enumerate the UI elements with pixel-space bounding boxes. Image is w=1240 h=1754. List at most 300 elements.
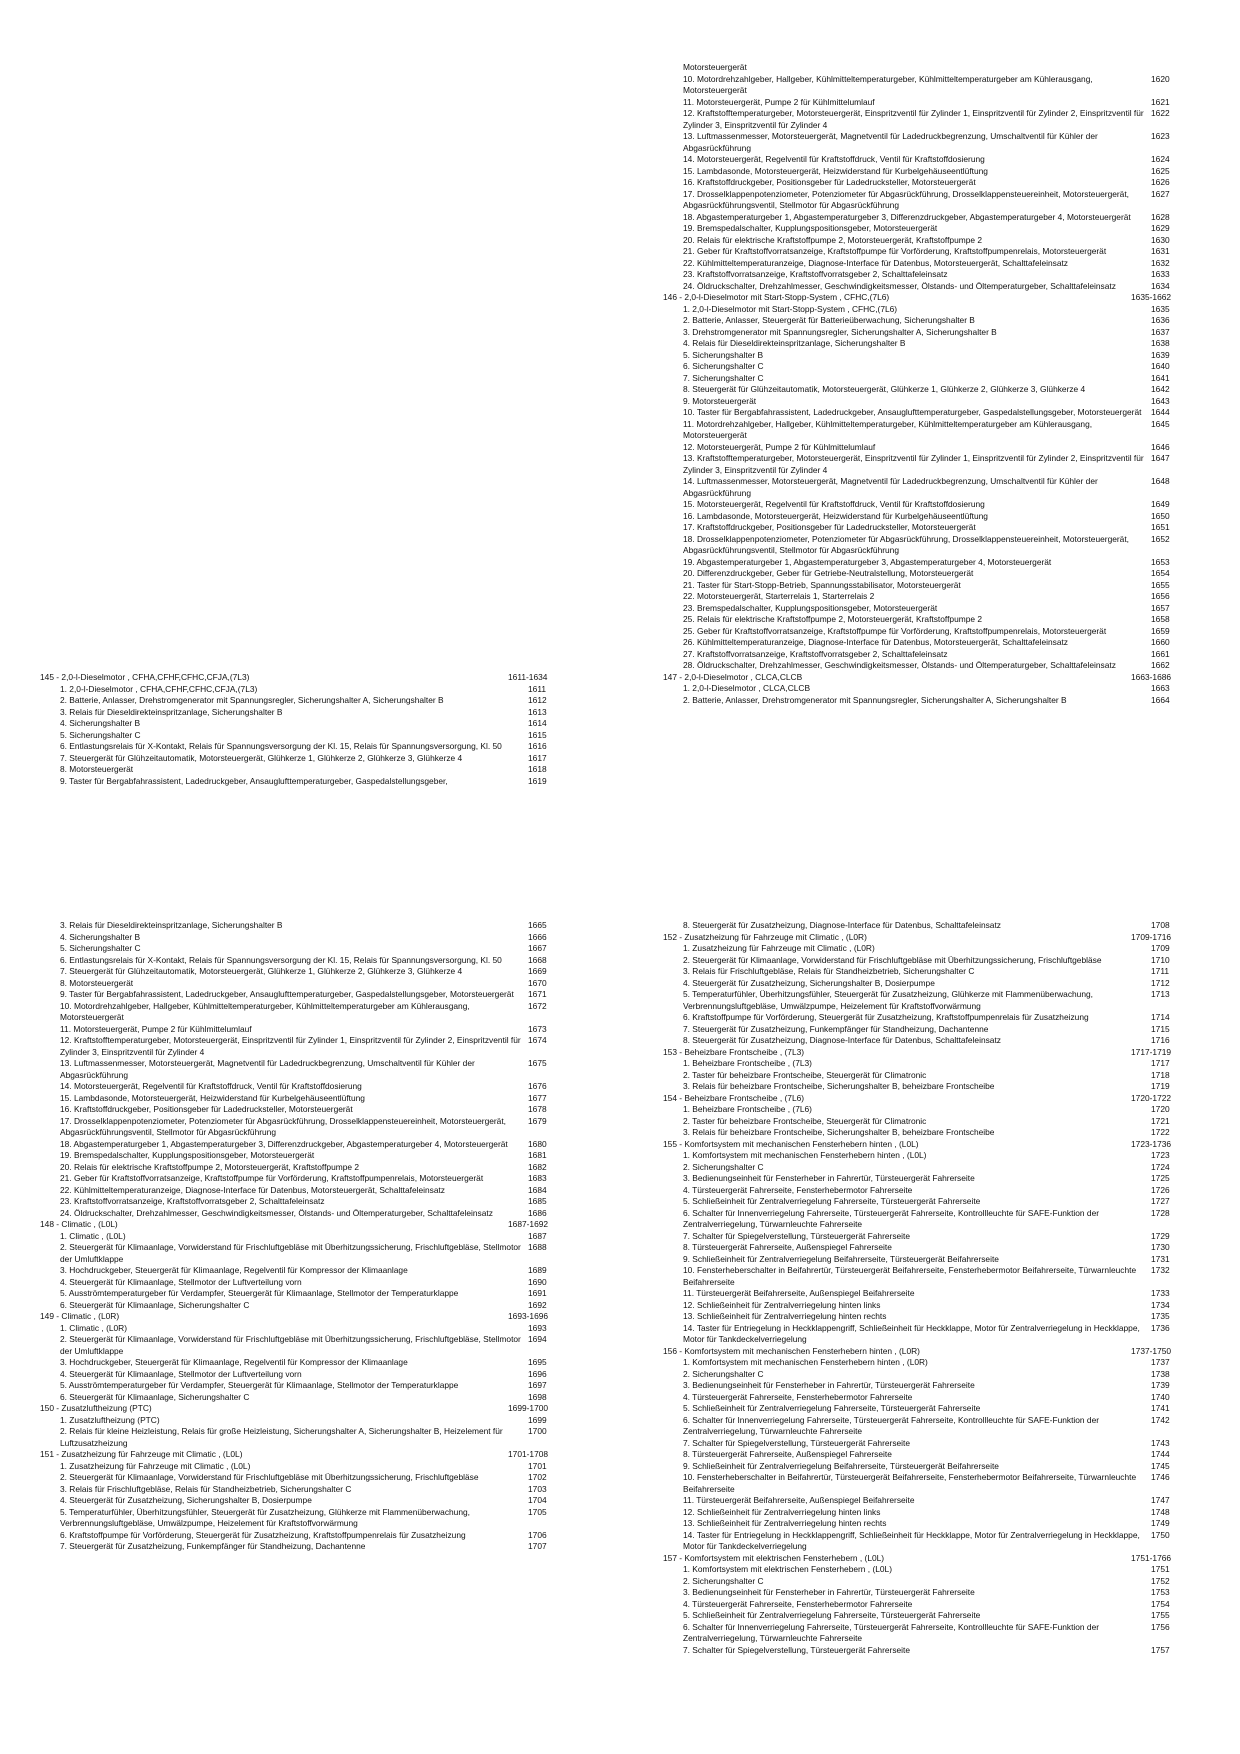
- index-entry-row: [663, 1208, 1198, 1231]
- entry-text: 2. Relais für kleine Heizleistung, Relais für große Heizleistung, Sicherungshalter A, Sicherungshalter B, Heizelement für Luftzusatzheizung: [60, 1426, 503, 1448]
- entry-text: 2. Batterie, Anlasser, Steuergerät für Batterieüberwachung, Sicherungshalter B: [683, 315, 975, 325]
- entry-text: 3. Relais für beheizbare Frontscheibe, Sicherungshalter B, beheizbare Frontscheibe: [683, 1081, 995, 1091]
- index-entry-row: [663, 1012, 1198, 1024]
- page-number: 1712: [1151, 977, 1170, 988]
- index-entry-row: [663, 580, 1198, 592]
- entry-text: 5. Schließeinheit für Zentralverriegelung Fahrerseite, Türsteuergerät Fahrerseite: [683, 1196, 981, 1206]
- entry-text: 1. Komfortsystem mit mechanischen Fensterhebern hinten , (L0R): [683, 1357, 928, 1367]
- index-entry-row: [663, 246, 1198, 258]
- entry-text: 1. Climatic , (L0R): [60, 1322, 128, 1333]
- index-entry-row: [663, 626, 1198, 638]
- page-number: 1651: [1151, 522, 1170, 532]
- entry-text: 4. Steuergerät für Zusatzheizung, Sicherungshalter B, Dosierpumpe: [60, 1495, 312, 1505]
- page-number: 1635: [1151, 303, 1170, 314]
- page-number: 1646: [1151, 441, 1170, 452]
- page-number: 1699-1700: [508, 1403, 549, 1413]
- section-heading-row: [40, 672, 575, 684]
- page-number: 1672: [528, 1000, 547, 1011]
- entry-text: 11. Motordrehzahlgeber, Hallgeber, Kühlmitteltemperaturgeber, Kühlmitteltemperaturgeber am Kühlerausgang, Motorsteuergerät: [683, 418, 1093, 440]
- page-number: 1611: [528, 683, 547, 694]
- entry-text: 151 - Zusatzheizung für Fahrzeuge mit Climatic , (L0L): [40, 1449, 243, 1459]
- index-entry-row: [663, 534, 1198, 557]
- index-entry-row: [663, 396, 1198, 408]
- page-number: 1614: [528, 718, 547, 728]
- index-entry-row: [40, 1323, 575, 1335]
- index-entry-row: [663, 695, 1198, 707]
- entry-text: 14. Luftmassenmesser, Motorsteuergerät, Magnetventil für Ladedruckbegrenzung, Umschaltventil für Kühler der Abgasrückführung: [683, 476, 1098, 498]
- index-entry-row: [40, 1150, 575, 1162]
- page-number: 1685: [528, 1196, 547, 1206]
- page-number: 1740: [1151, 1391, 1170, 1402]
- page-number: 1739: [1151, 1380, 1170, 1390]
- index-column-bottom-right: [663, 920, 1198, 1656]
- page-number: 1688: [528, 1242, 547, 1252]
- entry-text: 1. Komfortsystem mit mechanischen Fensterhebern hinten , (L0L): [683, 1150, 927, 1160]
- index-entry-row: [40, 1185, 575, 1197]
- page-number: 1738: [1151, 1368, 1170, 1379]
- page-number: 1627: [1151, 188, 1170, 199]
- page-number: 1714: [1151, 1012, 1170, 1022]
- entry-text: 19. Abgastemperaturgeber 1, Abgastemperaturgeber 3, Abgastemperaturgeber 4, Motorsteuergerät: [683, 556, 1052, 567]
- entry-text: 10. Fensterheberschalter in Beifahrertür, Türsteuergerät Beifahrerseite, Fensterhebermotor Beifahrerseite, Türwarnleuchte Beifahrerseite: [683, 1472, 1137, 1494]
- index-entry-row: [663, 1587, 1198, 1599]
- entry-text: 3. Relais für Dieseldirekteinspritzanlage, Sicherungshalter B: [60, 706, 283, 717]
- page-number: 1749: [1151, 1518, 1170, 1528]
- index-entry-row: [40, 707, 575, 719]
- page-number: 1754: [1151, 1598, 1170, 1609]
- entry-text: 3. Bedienungseinheit für Fensterheber in Fahrertür, Türsteuergerät Fahrerseite: [683, 1173, 975, 1183]
- index-entry-row: [40, 1369, 575, 1381]
- index-entry-row: [663, 177, 1198, 189]
- page-number: 1641: [1151, 372, 1170, 383]
- entry-text: 13. Schließeinheit für Zentralverriegelung hinten rechts: [683, 1311, 887, 1321]
- page-number: 1639: [1151, 349, 1170, 360]
- index-entry-row: [663, 1323, 1198, 1346]
- index-column-top-left: [40, 672, 575, 787]
- page-number: 1674: [528, 1035, 547, 1045]
- index-entry-row: [663, 1242, 1198, 1254]
- page-number: 1654: [1151, 568, 1170, 578]
- page-number: 1711: [1151, 966, 1170, 976]
- entry-text: 7. Steuergerät für Zusatzheizung, Funkempfänger für Standheizung, Dachantenne: [683, 1023, 989, 1034]
- index-entry-row: [40, 1484, 575, 1496]
- page-number: 1757: [1151, 1644, 1170, 1655]
- page-number: 1703: [528, 1483, 547, 1494]
- page-number: 1664: [1151, 694, 1170, 705]
- index-entry-row: [663, 373, 1198, 385]
- entry-text: 1. 2,0-l-Dieselmotor , CFHA,CFHF,CFHC,CFJA,(7L3): [60, 683, 258, 694]
- page-number: 1720-1722: [1131, 1092, 1172, 1103]
- entry-text: 6. Kraftstoffpumpe für Vorförderung, Steuergerät für Zusatzheizung, Kraftstoffpumpenrelais für Zusatzheizung: [683, 1012, 1089, 1022]
- page-number: 1710: [1151, 954, 1170, 965]
- index-entry-row: [663, 1150, 1198, 1162]
- page-number: 1619: [528, 775, 547, 786]
- index-entry-row: [663, 1231, 1198, 1243]
- page-number: 1662: [1151, 660, 1170, 670]
- index-entry-row: [663, 212, 1198, 224]
- entry-text: 8. Steuergerät für Zusatzheizung, Diagnose-Interface für Datenbus, Schalttafeleinsatz: [683, 920, 1001, 930]
- page-number: 1634: [1151, 280, 1170, 291]
- page-number: 1660: [1151, 637, 1170, 647]
- page-number: 1723: [1151, 1150, 1170, 1160]
- page-number: 1673: [528, 1023, 547, 1034]
- entry-text: 5. Sicherungshalter B: [683, 349, 764, 360]
- section-heading-row: [663, 1093, 1198, 1105]
- entry-text: 5. Schließeinheit für Zentralverriegelung Fahrerseite, Türsteuergerät Fahrerseite: [683, 1403, 981, 1413]
- index-entry-row: [40, 943, 575, 955]
- entry-text: 11. Türsteuergerät Beifahrerseite, Außenspiegel Beifahrerseite: [683, 1495, 915, 1505]
- index-entry-row: [40, 1277, 575, 1289]
- index-entry-row: [40, 730, 575, 742]
- index-entry-row: [40, 753, 575, 765]
- index-entry-row: [663, 649, 1198, 661]
- entry-text: 7. Steuergerät für Glühzeitautomatik, Motorsteuergerät, Glühkerze 1, Glühkerze 2, Glühkerze 3, Glühkerze 4: [60, 752, 463, 763]
- entry-text: 1. Beheizbare Frontscheibe , (7L6): [683, 1104, 812, 1114]
- page-number: 1717-1719: [1131, 1046, 1172, 1057]
- entry-text: 5. Ausströmtemperaturgeber für Verdampfer, Steuergerät für Klimaanlage, Stellmotor der Temperaturklappe: [60, 1380, 459, 1390]
- entry-text: 24. Öldruckschalter, Drehzahlmesser, Geschwindigkeitsmesser, Ölstands- und Öltemperaturgeber, Schalttafeleinsatz: [683, 280, 1116, 291]
- entry-text: 6. Steuergerät für Klimaanlage, Sicherungshalter C: [60, 1391, 250, 1402]
- entry-text: 11. Motorsteuergerät, Pumpe 2 für Kühlmittelumlauf: [683, 96, 875, 107]
- index-entry-row: [663, 1035, 1198, 1047]
- entry-text: 2. Sicherungshalter C: [683, 1575, 764, 1586]
- entry-text: 1. Climatic , (L0L): [60, 1230, 126, 1241]
- index-entry-row: [40, 1265, 575, 1277]
- entry-text: 155 - Komfortsystem mit mechanischen Fensterhebern hinten , (L0L): [663, 1138, 919, 1149]
- entry-text: 3. Drehstromgenerator mit Spannungsregler, Sicherungshalter A, Sicherungshalter B: [683, 326, 997, 337]
- entry-text: 18. Abgastemperaturgeber 1, Abgastemperaturgeber 3, Differenzdruckgeber, Abgastemperaturgeber 4, Motorsteuergerät: [683, 211, 1131, 222]
- entry-text: 2. Taster für beheizbare Frontscheibe, Steuergerät für Climatronic: [683, 1115, 927, 1126]
- page-number: 1678: [528, 1104, 547, 1114]
- page-number: 1729: [1151, 1230, 1170, 1241]
- index-entry-row: [40, 1392, 575, 1404]
- page-number: 1717: [1151, 1058, 1170, 1068]
- index-entry-row: [663, 1357, 1198, 1369]
- entry-text: 15. Lambdasonde, Motorsteuergerät, Heizwiderstand für Kurbelgehäuseentlüftung: [683, 165, 988, 176]
- page-number: 1632: [1151, 257, 1170, 268]
- entry-text: 2. Batterie, Anlasser, Drehstromgenerator mit Spannungsregler, Sicherungshalter A, Sicherungshalter B: [683, 694, 1067, 705]
- page-number: 1705: [528, 1506, 547, 1517]
- entry-text: 149 - Climatic , (L0R): [40, 1311, 120, 1321]
- page-number: 1720: [1151, 1104, 1170, 1114]
- entry-text: 6. Entlastungsrelais für X-Kontakt, Relais für Spannungsversorgung der Kl. 15, Relais für Spannungsversorgung, Kl. 50: [60, 954, 502, 965]
- entry-text: 4. Steuergerät für Zusatzheizung, Sicherungshalter B, Dosierpumpe: [683, 977, 935, 988]
- page-number: 1706: [528, 1529, 547, 1540]
- index-entry-row: [663, 1127, 1198, 1139]
- index-entry-row: [663, 591, 1198, 603]
- index-entry-row: [663, 269, 1198, 281]
- page-number: 1620: [1151, 73, 1170, 84]
- page-number: 1737-1750: [1131, 1345, 1172, 1356]
- page-number: 1750: [1151, 1529, 1170, 1540]
- entry-text: 15. Motorsteuergerät, Regelventil für Kraftstoffdruck, Ventil für Kraftstoffdosierung: [683, 499, 985, 509]
- page-number: 1644: [1151, 407, 1170, 417]
- page-number: 1713: [1151, 989, 1170, 999]
- index-entry-row: [663, 1104, 1198, 1116]
- entry-text: 22. Kühlmitteltemperaturanzeige, Diagnose-Interface für Datenbus, Motorsteuergerät, Schalttafeleinsatz: [60, 1184, 445, 1195]
- entry-text: 13. Luftmassenmesser, Motorsteuergerät, Magnetventil für Ladedruckbegrenzung, Umschaltventil für Kühler der Abgasrückführung: [683, 131, 1098, 153]
- index-entry-row: [40, 1231, 575, 1243]
- entry-text: 21. Taster für Start-Stopp-Betrieb, Spannungsstabilisator, Motorsteuergerät: [683, 579, 961, 590]
- page-number: 1613: [528, 706, 547, 717]
- page-number: 1699: [528, 1414, 547, 1425]
- entry-text: 20. Differenzdruckgeber, Geber für Getriebe-Neutralstellung, Motorsteuergerät: [683, 568, 974, 578]
- index-entry-row: [663, 304, 1198, 316]
- page-number: 1667: [528, 943, 547, 953]
- page-number: 1751: [1151, 1564, 1170, 1574]
- entry-text: 13. Luftmassenmesser, Motorsteuergerät, Magnetventil für Ladedruckbegrenzung, Umschaltventil für Kühler der Abgasrückführung: [60, 1058, 475, 1080]
- index-entry-row: [663, 453, 1198, 476]
- index-entry-row: [663, 1254, 1198, 1266]
- page-number: 1696: [528, 1368, 547, 1379]
- entry-text: 10. Motordrehzahlgeber, Hallgeber, Kühlmitteltemperaturgeber, Kühlmitteltemperaturgeber am Kühlerausgang, Motorsteuergerät: [60, 1000, 470, 1022]
- entry-text: 8. Motorsteuergerät: [60, 977, 134, 988]
- index-entry-row: [663, 1576, 1198, 1588]
- entry-text: 4. Sicherungshalter B: [60, 718, 141, 728]
- entry-text: 5. Ausströmtemperaturgeber für Verdampfer, Steuergerät für Klimaanlage, Stellmotor der Temperaturklappe: [60, 1288, 459, 1298]
- page-number: 1721: [1151, 1115, 1170, 1126]
- index-entry-row: [663, 1599, 1198, 1611]
- entry-text: 22. Motorsteuergerät, Starterrelais 1, Starterrelais 2: [683, 591, 875, 601]
- page-number: 1679: [528, 1115, 547, 1126]
- page-number: 1727: [1151, 1196, 1170, 1206]
- section-heading-row: [40, 1449, 575, 1461]
- page-number: 1709: [1151, 943, 1170, 953]
- entry-text: 6. Schalter für Innenverriegelung Fahrerseite, Türsteuergerät Fahrerseite, Kontrollleuchte für SAFE-Funktion der Zentralverriegelung, Türwarnleuchte Fahrerseite: [683, 1621, 1100, 1643]
- entry-text: 20. Relais für elektrische Kraftstoffpumpe 2, Motorsteuergerät, Kraftstoffpumpe 2: [60, 1161, 360, 1172]
- section-heading-row: [663, 932, 1198, 944]
- index-entry-row: [663, 1461, 1198, 1473]
- entry-text: 145 - 2,0-l-Dieselmotor , CFHA,CFHF,CFHC,CFJA,(7L3): [40, 672, 250, 682]
- index-entry-row: [663, 978, 1198, 990]
- page-number: 1612: [528, 695, 547, 705]
- entry-text: 4. Steuergerät für Klimaanlage, Stellmotor der Luftverteilung vorn: [60, 1368, 302, 1379]
- entry-text: 6. Entlastungsrelais für X-Kontakt, Relais für Spannungsversorgung der Kl. 15, Relais für Spannungsversorgung, Kl. 50: [60, 741, 502, 751]
- index-entry-row: [40, 776, 575, 788]
- page-number: 1655: [1151, 579, 1170, 590]
- entry-text: 12. Kraftstofftemperaturgeber, Motorsteuergerät, Einspritzventil für Zylinder 1, Einspritzventil für Zylinder 2, Einspritzventil für Zylinder 3, Einspritzventil für Zylinder 4: [683, 108, 1144, 130]
- entry-text: 3. Relais für beheizbare Frontscheibe, Sicherungshalter B, beheizbare Frontscheibe: [683, 1127, 995, 1137]
- entry-text: 20. Relais für elektrische Kraftstoffpumpe 2, Motorsteuergerät, Kraftstoffpumpe 2: [683, 234, 983, 245]
- page-number: 1631: [1151, 246, 1170, 256]
- page-number: 1709-1716: [1131, 931, 1172, 942]
- index-entry-row: [663, 1081, 1198, 1093]
- page-number: 1637: [1151, 326, 1170, 337]
- entry-text: 4. Relais für Dieseldirekteinspritzanlage, Sicherungshalter B: [683, 338, 906, 348]
- entry-text: 2. Steuergerät für Klimaanlage, Vorwiderstand für Frischluftgebläse mit Überhitzungssicherung, Frischluftgebläse, Stellmotor der Umluftklappe: [60, 1334, 521, 1356]
- index-entry-row: [40, 966, 575, 978]
- page-number: 1704: [528, 1495, 547, 1505]
- page-number: 1755: [1151, 1610, 1170, 1620]
- entry-text: 11. Türsteuergerät Beifahrerseite, Außenspiegel Beifahrerseite: [683, 1288, 915, 1298]
- page-number: 1731: [1151, 1253, 1170, 1264]
- index-entry-row: [663, 235, 1198, 247]
- entry-text: 27. Kraftstoffvorratsanzeige, Kraftstoffvorratsgeber 2, Schalttafeleinsatz: [683, 648, 948, 659]
- entry-text: 3. Hochdruckgeber, Steuergerät für Klimaanlage, Regelventil für Kompressor der Klimaanlage: [60, 1265, 408, 1275]
- entry-text: 9. Motorsteuergerät: [683, 395, 757, 406]
- index-entry-row: [663, 108, 1198, 131]
- index-entry-row: [663, 1449, 1198, 1461]
- entry-text: 26. Kühlmitteltemperaturanzeige, Diagnose-Interface für Datenbus, Motorsteuergerät, Schalttafeleinsatz: [683, 637, 1068, 647]
- page-number: 1680: [528, 1138, 547, 1149]
- section-heading-row: [663, 292, 1198, 304]
- index-entry-row: [663, 603, 1198, 615]
- page-number: 1741: [1151, 1403, 1170, 1413]
- page-number: 1623: [1151, 131, 1170, 141]
- index-entry-row: [663, 442, 1198, 454]
- index-entry-row: [40, 1162, 575, 1174]
- entry-text: 14. Motorsteuergerät, Regelventil für Kraftstoffdruck, Ventil für Kraftstoffdosierung: [60, 1081, 362, 1091]
- page-number: 1630: [1151, 234, 1170, 245]
- entry-text: 4. Türsteuergerät Fahrerseite, Fensterhebermotor Fahrerseite: [683, 1184, 913, 1195]
- index-entry-row: [663, 1196, 1198, 1208]
- page-number: 1657: [1151, 602, 1170, 613]
- index-entry-row: [663, 989, 1198, 1012]
- page-number: 1748: [1151, 1506, 1170, 1517]
- entry-text: 11. Motorsteuergerät, Pumpe 2 für Kühlmittelumlauf: [60, 1023, 252, 1034]
- entry-text: 1. Zusatzluftheizung (PTC): [60, 1414, 160, 1425]
- page-number: 1697: [528, 1380, 547, 1390]
- page-number: 1661: [1151, 648, 1170, 659]
- entry-text: 13. Schließeinheit für Zentralverriegelung hinten rechts: [683, 1518, 887, 1528]
- page-number: 1693: [528, 1322, 547, 1333]
- entry-text: 5. Temperaturfühler, Überhitzungsfühler, Steuergerät für Zusatzheizung, Glühkerze mit Flammenüberwachung, Verbrennungsluftgebläse, Umwälzpumpe, Heizelement für Kraftstoffvorwärmung: [683, 989, 1093, 1011]
- entry-text: 3. Bedienungseinheit für Fensterheber in Fahrertür, Türsteuergerät Fahrerseite: [683, 1380, 975, 1390]
- index-entry-row: [663, 637, 1198, 649]
- page-number: 1730: [1151, 1242, 1170, 1252]
- index-entry-row: [663, 1288, 1198, 1300]
- index-entry-row: [663, 407, 1198, 419]
- index-entry-row: [40, 1495, 575, 1507]
- page-number: 1735: [1151, 1311, 1170, 1321]
- section-heading-row: [663, 672, 1198, 684]
- index-entry-row: [40, 1104, 575, 1116]
- index-entry-row: [663, 338, 1198, 350]
- entry-text: 10. Motordrehzahlgeber, Hallgeber, Kühlmitteltemperaturgeber, Kühlmitteltemperaturgeber am Kühlerausgang, Motorsteuergerät: [683, 73, 1093, 95]
- entry-text: 12. Motorsteuergerät, Pumpe 2 für Kühlmittelumlauf: [683, 441, 876, 452]
- entry-text: 23. Bremspedalschalter, Kupplungspositionsgeber, Motorsteuergerät: [683, 602, 938, 613]
- index-entry-row: [663, 1116, 1198, 1128]
- index-entry-row: [663, 1173, 1198, 1185]
- index-entry-row: [663, 1369, 1198, 1381]
- entry-text: 6. Kraftstoffpumpe für Vorförderung, Steuergerät für Zusatzheizung, Kraftstoffpumpenrelais für Zusatzheizung: [60, 1529, 466, 1540]
- page-number: 1690: [528, 1276, 547, 1287]
- page-number: 1658: [1151, 614, 1170, 624]
- entry-text: 8. Steuergerät für Zusatzheizung, Diagnose-Interface für Datenbus, Schalttafeleinsatz: [683, 1035, 1001, 1045]
- entry-text: 152 - Zusatzheizung für Fahrzeuge mit Climatic , (L0R): [663, 931, 867, 942]
- index-entry-row: [40, 920, 575, 932]
- index-entry-row: [663, 1392, 1198, 1404]
- index-entry-row: [40, 1139, 575, 1151]
- page-number: 1707: [528, 1541, 547, 1551]
- page-number: 1743: [1151, 1437, 1170, 1448]
- page-number: 1734: [1151, 1299, 1170, 1310]
- page-number: 1638: [1151, 338, 1170, 348]
- section-heading-row: [40, 1311, 575, 1323]
- entry-text: 157 - Komfortsystem mit elektrischen Fensterhebern , (L0L): [663, 1552, 885, 1563]
- entry-text: 16. Kraftstoffdruckgeber, Positionsgeber für Ladedrucksteller, Motorsteuergerät: [60, 1104, 353, 1114]
- page-number: 1626: [1151, 177, 1170, 187]
- page-number: 1652: [1151, 533, 1170, 544]
- page-number: 1745: [1151, 1460, 1170, 1471]
- page-number: 1746: [1151, 1472, 1170, 1482]
- entry-text: 3. Hochdruckgeber, Steuergerät für Klimaanlage, Regelventil für Kompressor der Klimaanlage: [60, 1357, 408, 1367]
- index-entry-row: [663, 1024, 1198, 1036]
- index-entry-row: [663, 166, 1198, 178]
- entry-text: 7. Schalter für Spiegelverstellung, Türsteuergerät Fahrerseite: [683, 1230, 911, 1241]
- index-entry-row: [40, 1530, 575, 1542]
- index-entry-row: [663, 1610, 1198, 1622]
- index-entry-row: [40, 1093, 575, 1105]
- entry-text: 3. Relais für Dieseldirekteinspritzanlage, Sicherungshalter B: [60, 920, 283, 930]
- entry-text: 6. Steuergerät für Klimaanlage, Sicherungshalter C: [60, 1299, 250, 1310]
- page-number: 1622: [1151, 108, 1170, 118]
- page-number: 1752: [1151, 1575, 1170, 1586]
- entry-text: 4. Sicherungshalter B: [60, 931, 141, 942]
- index-entry-row: [40, 1035, 575, 1058]
- entry-text: 17. Drosselklappenpotenziometer, Potenziometer für Abgasrückführung, Drosselklappensteuereinheit, Motorsteuergerät, Abgasrückführungsventil, Stellmotor für Abgasrückführung: [60, 1115, 506, 1137]
- entry-text: 5. Sicherungshalter C: [60, 729, 141, 740]
- page-number: 1684: [528, 1184, 547, 1195]
- page-number: 1681: [528, 1150, 547, 1160]
- entry-text: 9. Taster für Bergabfahrassistent, Ladedruckgeber, Ansauglufttemperaturgeber, Gaspedalstellungsgeber, Motorsteuergerät: [60, 989, 514, 999]
- index-entry-row: [663, 1300, 1198, 1312]
- index-entry-row: [40, 741, 575, 753]
- index-entry-row: [40, 1415, 575, 1427]
- entry-text: 15. Lambdasonde, Motorsteuergerät, Heizwiderstand für Kurbelgehäuseentlüftung: [60, 1092, 365, 1103]
- page-number: 1663: [1151, 683, 1170, 693]
- page-number: 1615: [528, 729, 547, 740]
- index-entry-row: [663, 614, 1198, 626]
- index-entry-row: [663, 384, 1198, 396]
- entry-text: 14. Taster für Entriegelung in Heckklappengriff, Schließeinheit für Heckklappe, Motor für Zentralverriegelung in Heckklappe, Motor für Tankdeckelverriegelung: [683, 1529, 1140, 1551]
- index-entry-row: [40, 1541, 575, 1553]
- page-number: 1687-1692: [508, 1219, 549, 1229]
- page-number: 1624: [1151, 154, 1170, 164]
- index-entry-row: [663, 350, 1198, 362]
- index-entry-row: [663, 1185, 1198, 1197]
- page-number: 1676: [528, 1081, 547, 1091]
- index-entry-row: [663, 476, 1198, 499]
- page-number: 1722: [1151, 1127, 1170, 1137]
- index-entry-row: [40, 989, 575, 1001]
- index-entry-row: [663, 1507, 1198, 1519]
- index-entry-row: [40, 978, 575, 990]
- page-number: 1693-1696: [508, 1311, 549, 1321]
- index-entry-row: [663, 1070, 1198, 1082]
- entry-text: 154 - Beheizbare Frontscheibe , (7L6): [663, 1092, 805, 1103]
- page-number: 1642: [1151, 384, 1170, 394]
- entry-text: 1. 2,0-l-Dieselmotor , CLCA,CLCB: [683, 683, 811, 693]
- index-entry-row: [40, 684, 575, 696]
- index-entry-row: [663, 683, 1198, 695]
- page-number: 1647: [1151, 453, 1170, 463]
- entry-text: 12. Schließeinheit für Zentralverriegelung hinten links: [683, 1506, 881, 1517]
- entry-text: 2. Batterie, Anlasser, Drehstromgenerator mit Spannungsregler, Sicherungshalter A, Sicherungshalter B: [60, 695, 444, 705]
- section-heading-row: [40, 1403, 575, 1415]
- entry-text: 5. Sicherungshalter C: [60, 943, 141, 953]
- entry-text: 6. Sicherungshalter C: [683, 361, 764, 371]
- entry-text: 17. Kraftstoffdruckgeber, Positionsgeber für Ladedrucksteller, Motorsteuergerät: [683, 522, 976, 532]
- index-entry-row: [40, 1426, 575, 1449]
- page-number: 1718: [1151, 1069, 1170, 1080]
- index-entry-row: [663, 189, 1198, 212]
- entry-text: 2. Steuergerät für Klimaanlage, Vorwiderstand für Frischluftgebläse mit Überhitzungssicherung, Frischluftgebläse: [60, 1472, 479, 1482]
- index-entry-row: [40, 1024, 575, 1036]
- index-entry-row: [663, 557, 1198, 569]
- index-entry-row: [663, 1058, 1198, 1070]
- page-number: 1621: [1151, 96, 1170, 107]
